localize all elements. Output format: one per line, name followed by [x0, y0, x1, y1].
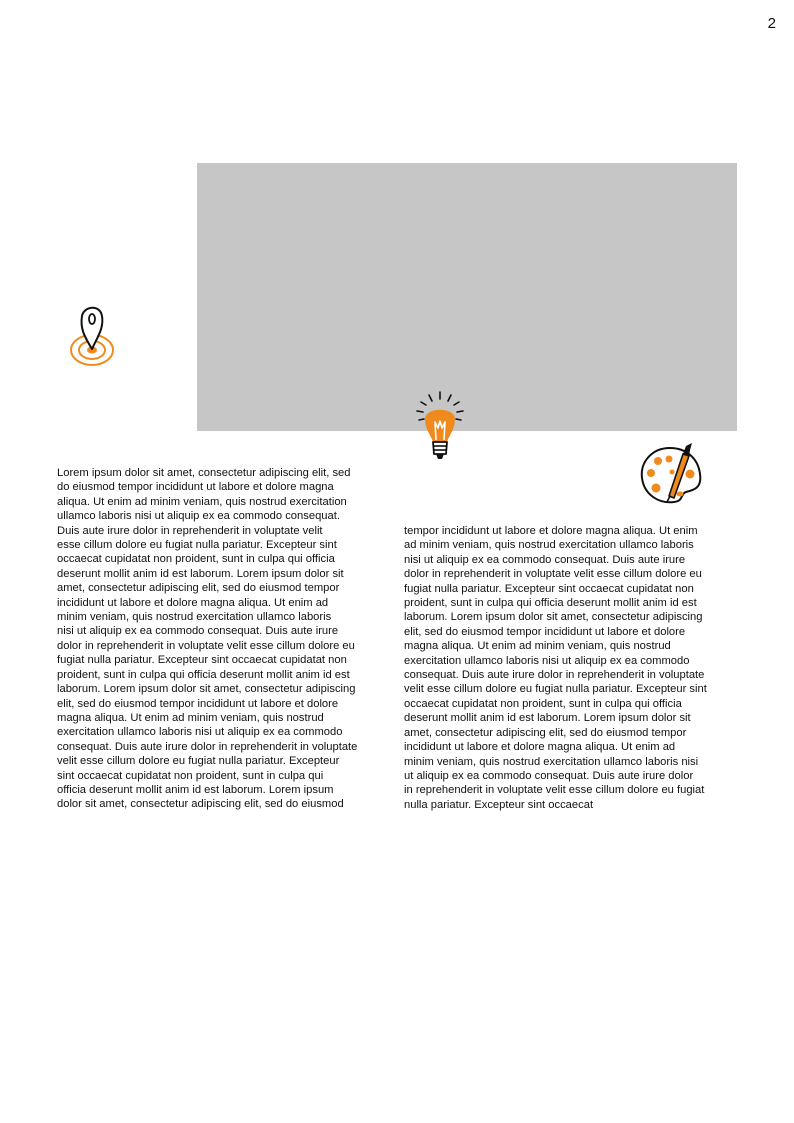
- text-column-right: tempor incididunt ut labore et dolore magna aliqua. Ut enim ad minim veniam, quis nostrud exercitation ullamco laboris nisi ut aliquip ex ea commodo consequat. Duis aute irure dolor in reprehenderit in voluptate velit esse cillum dolore eu fugiat nulla pariatur. Excepteur sint occaecat cupidatat non proident, sunt in culpa qui officia deserunt mollit anim id est laborum. Lorem ipsum dolor sit amet, consectetur adipiscing elit, sed do eiusmod tempor incididunt ut labore et dolore magna aliqua. Ut enim ad minim veniam, quis nostrud exercitation ullamco laboris nisi ut aliquip ex ea commodo consequat. Duis aute irure dolor in reprehenderit in voluptate velit esse cillum dolore eu fugiat nulla pariatur. Excepteur sint occaecat cupidatat non proident, sunt in culpa qui officia deserunt mollit anim id est laborum. Lorem ipsum dolor sit amet, consectetur adipiscing elit, sed do eiusmod tempor incididunt ut labore et dolore magna aliqua. Ut enim ad minim veniam, quis nostrud exercitation ullamco laboris nisi ut aliquip ex ea commodo consequat. Duis aute irure dolor in reprehenderit in voluptate velit esse cillum dolore eu fugiat nulla pariatur. Excepteur sint occaecat: [404, 525, 707, 811]
- text-column-left: Lorem ipsum dolor sit amet, consectetur adipiscing elit, sed do eiusmod tempor incididunt ut labore et dolore magna aliqua. Ut enim ad minim veniam, quis nostrud exercitation ullamco laboris nisi ut aliquip ex ea commodo consequat. Duis aute irure dolor in reprehenderit in voluptate velit esse cillum dolore eu fugiat nulla pariatur. Excepteur sint occaecat cupidatat non proident, sunt in culpa qui officia deserunt mollit anim id est laborum. Lorem ipsum dolor sit amet, consectetur adipiscing elit, sed do eiusmod tempor incididunt ut labore et dolore magna aliqua. Ut enim ad minim veniam, quis nostrud exercitation ullamco laboris nisi ut aliquip ex ea commodo consequat. Duis aute irure dolor in reprehenderit in voluptate velit esse cillum dolore eu fugiat nulla pariatur. Excepteur sint occaecat cupidatat non proident, sunt in culpa qui officia deserunt mollit anim id est laborum. Lorem ipsum dolor sit amet, consectetur adipiscing elit, sed do eiusmod tempor incididunt ut labore et dolore magna aliqua. Ut enim ad minim veniam, quis nostrud exercitation ullamco laboris nisi ut aliquip ex ea commodo consequat. Duis aute irure dolor in reprehenderit in voluptate velit esse cillum dolore eu fugiat nulla pariatur. Excepteur sint occaecat cupidatat non proident, sunt in culpa qui officia deserunt mollit anim id est laborum. Lorem ipsum dolor sit amet, consectetur adipiscing elit, sed do eiusmod: [57, 467, 358, 811]
- page-number: 2: [767, 15, 776, 32]
- paint-palette-icon: [636, 442, 706, 508]
- location-pin-icon: [66, 300, 118, 372]
- lightbulb-icon: [411, 390, 469, 464]
